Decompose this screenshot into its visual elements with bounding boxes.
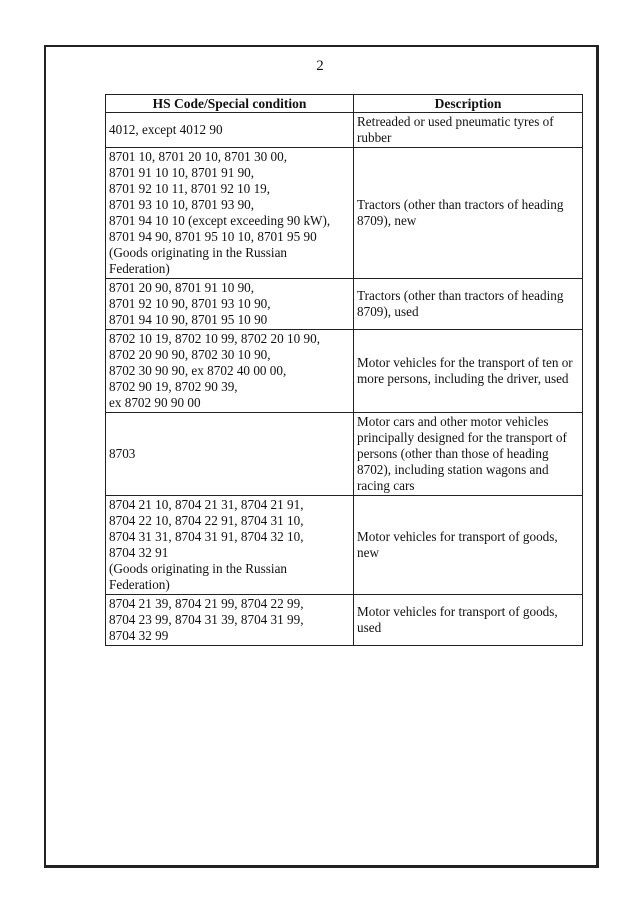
hs-code-line: 8701 94 10 10 (except exceeding 90 kW), bbox=[109, 213, 331, 228]
column-header-hs-code: HS Code/Special condition bbox=[106, 95, 354, 113]
table-row bbox=[106, 148, 583, 279]
table-row bbox=[106, 330, 583, 413]
hs-code-line: 8702 10 19, 8702 10 99, 8702 20 10 90, bbox=[109, 331, 320, 346]
hs-code-cell bbox=[106, 113, 354, 148]
hs-code-line: 8702 90 19, 8702 90 39, bbox=[109, 379, 238, 394]
description-cell: Retreaded or used pneumatic tyres of rubber bbox=[354, 113, 583, 148]
hs-code-cell bbox=[106, 595, 354, 646]
hs-code-line: 8704 21 39, 8704 21 99, 8704 22 99, bbox=[109, 596, 304, 611]
hs-code-line: 8704 32 99 bbox=[109, 628, 169, 643]
hs-code-line: Federation) bbox=[109, 261, 170, 276]
hs-code-table bbox=[105, 94, 583, 646]
hs-code-line: 8701 93 10 10, 8701 93 90, bbox=[109, 197, 255, 212]
table-row bbox=[106, 113, 583, 148]
hs-code-line: 8701 92 10 90, 8701 93 10 90, bbox=[109, 296, 271, 311]
description-cell: Motor vehicles for transport of goods, new bbox=[354, 496, 583, 595]
hs-code-line: 8702 30 90 90, ex 8702 40 00 00, bbox=[109, 363, 287, 378]
hs-code-line: 8701 10, 8701 20 10, 8701 30 00, bbox=[109, 149, 288, 164]
hs-code-line: 8701 94 10 90, 8701 95 10 90 bbox=[109, 312, 268, 327]
hs-code-cell bbox=[106, 413, 354, 496]
hs-code-line: 8701 94 90, 8701 95 10 10, 8701 95 90 bbox=[109, 229, 317, 244]
table-row bbox=[106, 595, 583, 646]
hs-code-cell bbox=[106, 279, 354, 330]
hs-code-line: 8701 92 10 11, 8701 92 10 19, bbox=[109, 181, 271, 196]
description-cell: Motor vehicles for transport of goods, used bbox=[354, 595, 583, 646]
hs-code-cell bbox=[106, 330, 354, 413]
description-cell: Motor cars and other motor vehicles principally designed for the transport of persons (other than those of heading 8702), including station wagons and racing cars bbox=[354, 413, 583, 496]
table-row bbox=[106, 413, 583, 496]
hs-code-line: Federation) bbox=[109, 577, 170, 592]
hs-code-line: 8704 21 10, 8704 21 31, 8704 21 91, bbox=[109, 497, 304, 512]
hs-code-line: 8704 23 99, 8704 31 39, 8704 31 99, bbox=[109, 612, 304, 627]
hs-code-line: 4012, except 4012 90 bbox=[109, 122, 223, 137]
hs-code-line: 8703 bbox=[109, 446, 136, 461]
description-cell: Motor vehicles for the transport of ten or more persons, including the driver, used bbox=[354, 330, 583, 413]
hs-code-line: 8704 22 10, 8704 22 91, 8704 31 10, bbox=[109, 513, 304, 528]
description-cell: Tractors (other than tractors of heading 8709), used bbox=[354, 279, 583, 330]
hs-code-line: 8701 91 10 10, 8701 91 90, bbox=[109, 165, 255, 180]
hs-code-cell bbox=[106, 496, 354, 595]
hs-code-line: 8701 20 90, 8701 91 10 90, bbox=[109, 280, 255, 295]
table-header-row bbox=[106, 95, 583, 113]
hs-code-line: 8704 31 31, 8704 31 91, 8704 32 10, bbox=[109, 529, 304, 544]
hs-code-line: 8704 32 91 bbox=[109, 545, 169, 560]
hs-code-line: (Goods originating in the Russian bbox=[109, 245, 288, 260]
hs-code-cell bbox=[106, 148, 354, 279]
page-number: 2 bbox=[316, 58, 324, 74]
hs-code-line: ex 8702 90 90 00 bbox=[109, 395, 201, 410]
column-header-description: Description bbox=[354, 95, 583, 113]
hs-code-line: 8702 20 90 90, 8702 30 10 90, bbox=[109, 347, 271, 362]
hs-code-line: (Goods originating in the Russian bbox=[109, 561, 288, 576]
description-cell: Tractors (other than tractors of heading 8709), new bbox=[354, 148, 583, 279]
table-row bbox=[106, 496, 583, 595]
table-row bbox=[106, 279, 583, 330]
